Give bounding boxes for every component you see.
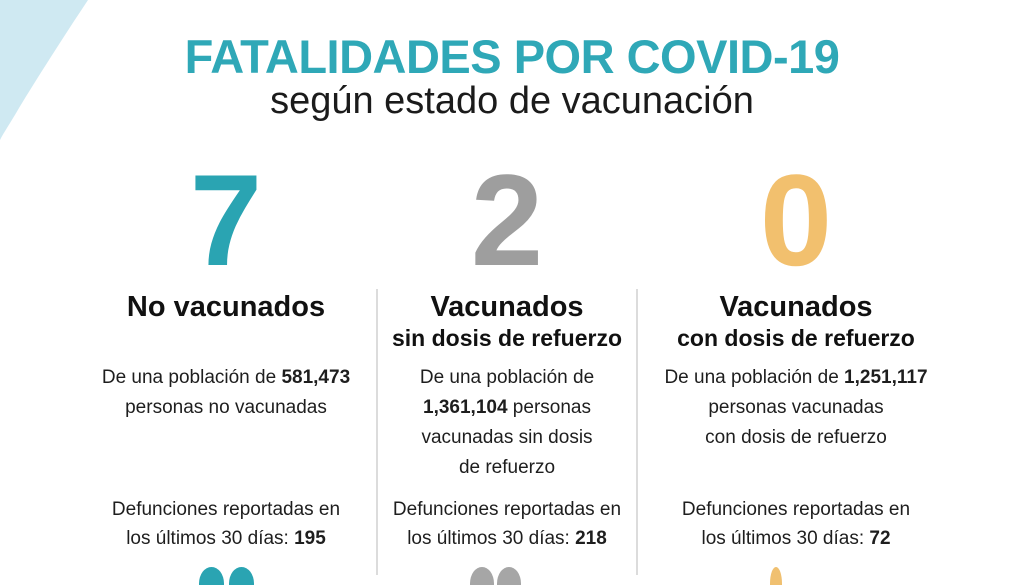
- deaths-text: [75, 495, 377, 553]
- group-name: Vacunados: [430, 291, 584, 323]
- group-label: [643, 291, 949, 363]
- deaths-line: Defunciones reportadas en: [392, 499, 622, 520]
- deaths-line: los últimos 30 días: 195: [126, 528, 326, 549]
- population-count: 581,473: [281, 367, 351, 388]
- group-qualifier: con dosis de refuerzo: [677, 325, 915, 351]
- fatalities-count: 7: [189, 147, 263, 293]
- cutoff-figure-top: [199, 567, 224, 585]
- cutoff-figure-top: [770, 567, 782, 585]
- deaths-text: [643, 495, 949, 553]
- population-line: personas vacunadas: [708, 397, 884, 418]
- fatalities-count: 0: [759, 147, 833, 293]
- population-line: personas no vacunadas: [125, 397, 327, 418]
- column-divider: [636, 289, 638, 575]
- deaths-line: Defunciones reportadas en: [681, 499, 911, 520]
- group-name: No vacunados: [126, 291, 326, 323]
- group-label: [380, 291, 634, 363]
- group-name: Vacunados: [719, 291, 873, 323]
- group-label: [75, 291, 377, 363]
- population-text: [643, 363, 949, 495]
- deaths-count: 72: [869, 528, 891, 549]
- population-line: De una población de 581,473: [101, 367, 351, 388]
- cutoff-figure-top: [497, 567, 521, 585]
- header: [0, 0, 1024, 122]
- page-subtitle: según estado de vacunación: [270, 80, 754, 122]
- deaths-count: 218: [575, 528, 607, 549]
- column-no-vacunados: [75, 147, 377, 553]
- deaths-line: los últimos 30 días: 72: [701, 528, 891, 549]
- population-line: de refuerzo: [458, 457, 556, 478]
- fatalities-count: 2: [470, 147, 544, 293]
- population-count: 1,251,117: [844, 367, 928, 388]
- deaths-text: [380, 495, 634, 553]
- population-text: [75, 363, 377, 495]
- population-line: vacunadas sin dosis: [421, 427, 593, 448]
- deaths-count: 195: [294, 528, 326, 549]
- deaths-line: los últimos 30 días: 218: [407, 528, 607, 549]
- cutoff-figure-top: [229, 567, 254, 585]
- group-qualifier: sin dosis de refuerzo: [391, 325, 623, 351]
- population-line: De una población de: [419, 367, 595, 388]
- population-line: 1,361,104 personas: [423, 397, 591, 418]
- page-title: FATALIDADES POR COVID-19: [184, 30, 840, 83]
- population-text: [380, 363, 634, 495]
- cutoff-figure-top: [470, 567, 494, 585]
- population-count: 1,361,104: [423, 397, 508, 418]
- population-line: con dosis de refuerzo: [705, 427, 887, 448]
- population-line: De una población de 1,251,117: [664, 367, 928, 388]
- deaths-line: Defunciones reportadas en: [111, 499, 341, 520]
- column-vacunados-con-refuerzo: [643, 147, 949, 553]
- column-vacunados-sin-refuerzo: [380, 147, 634, 553]
